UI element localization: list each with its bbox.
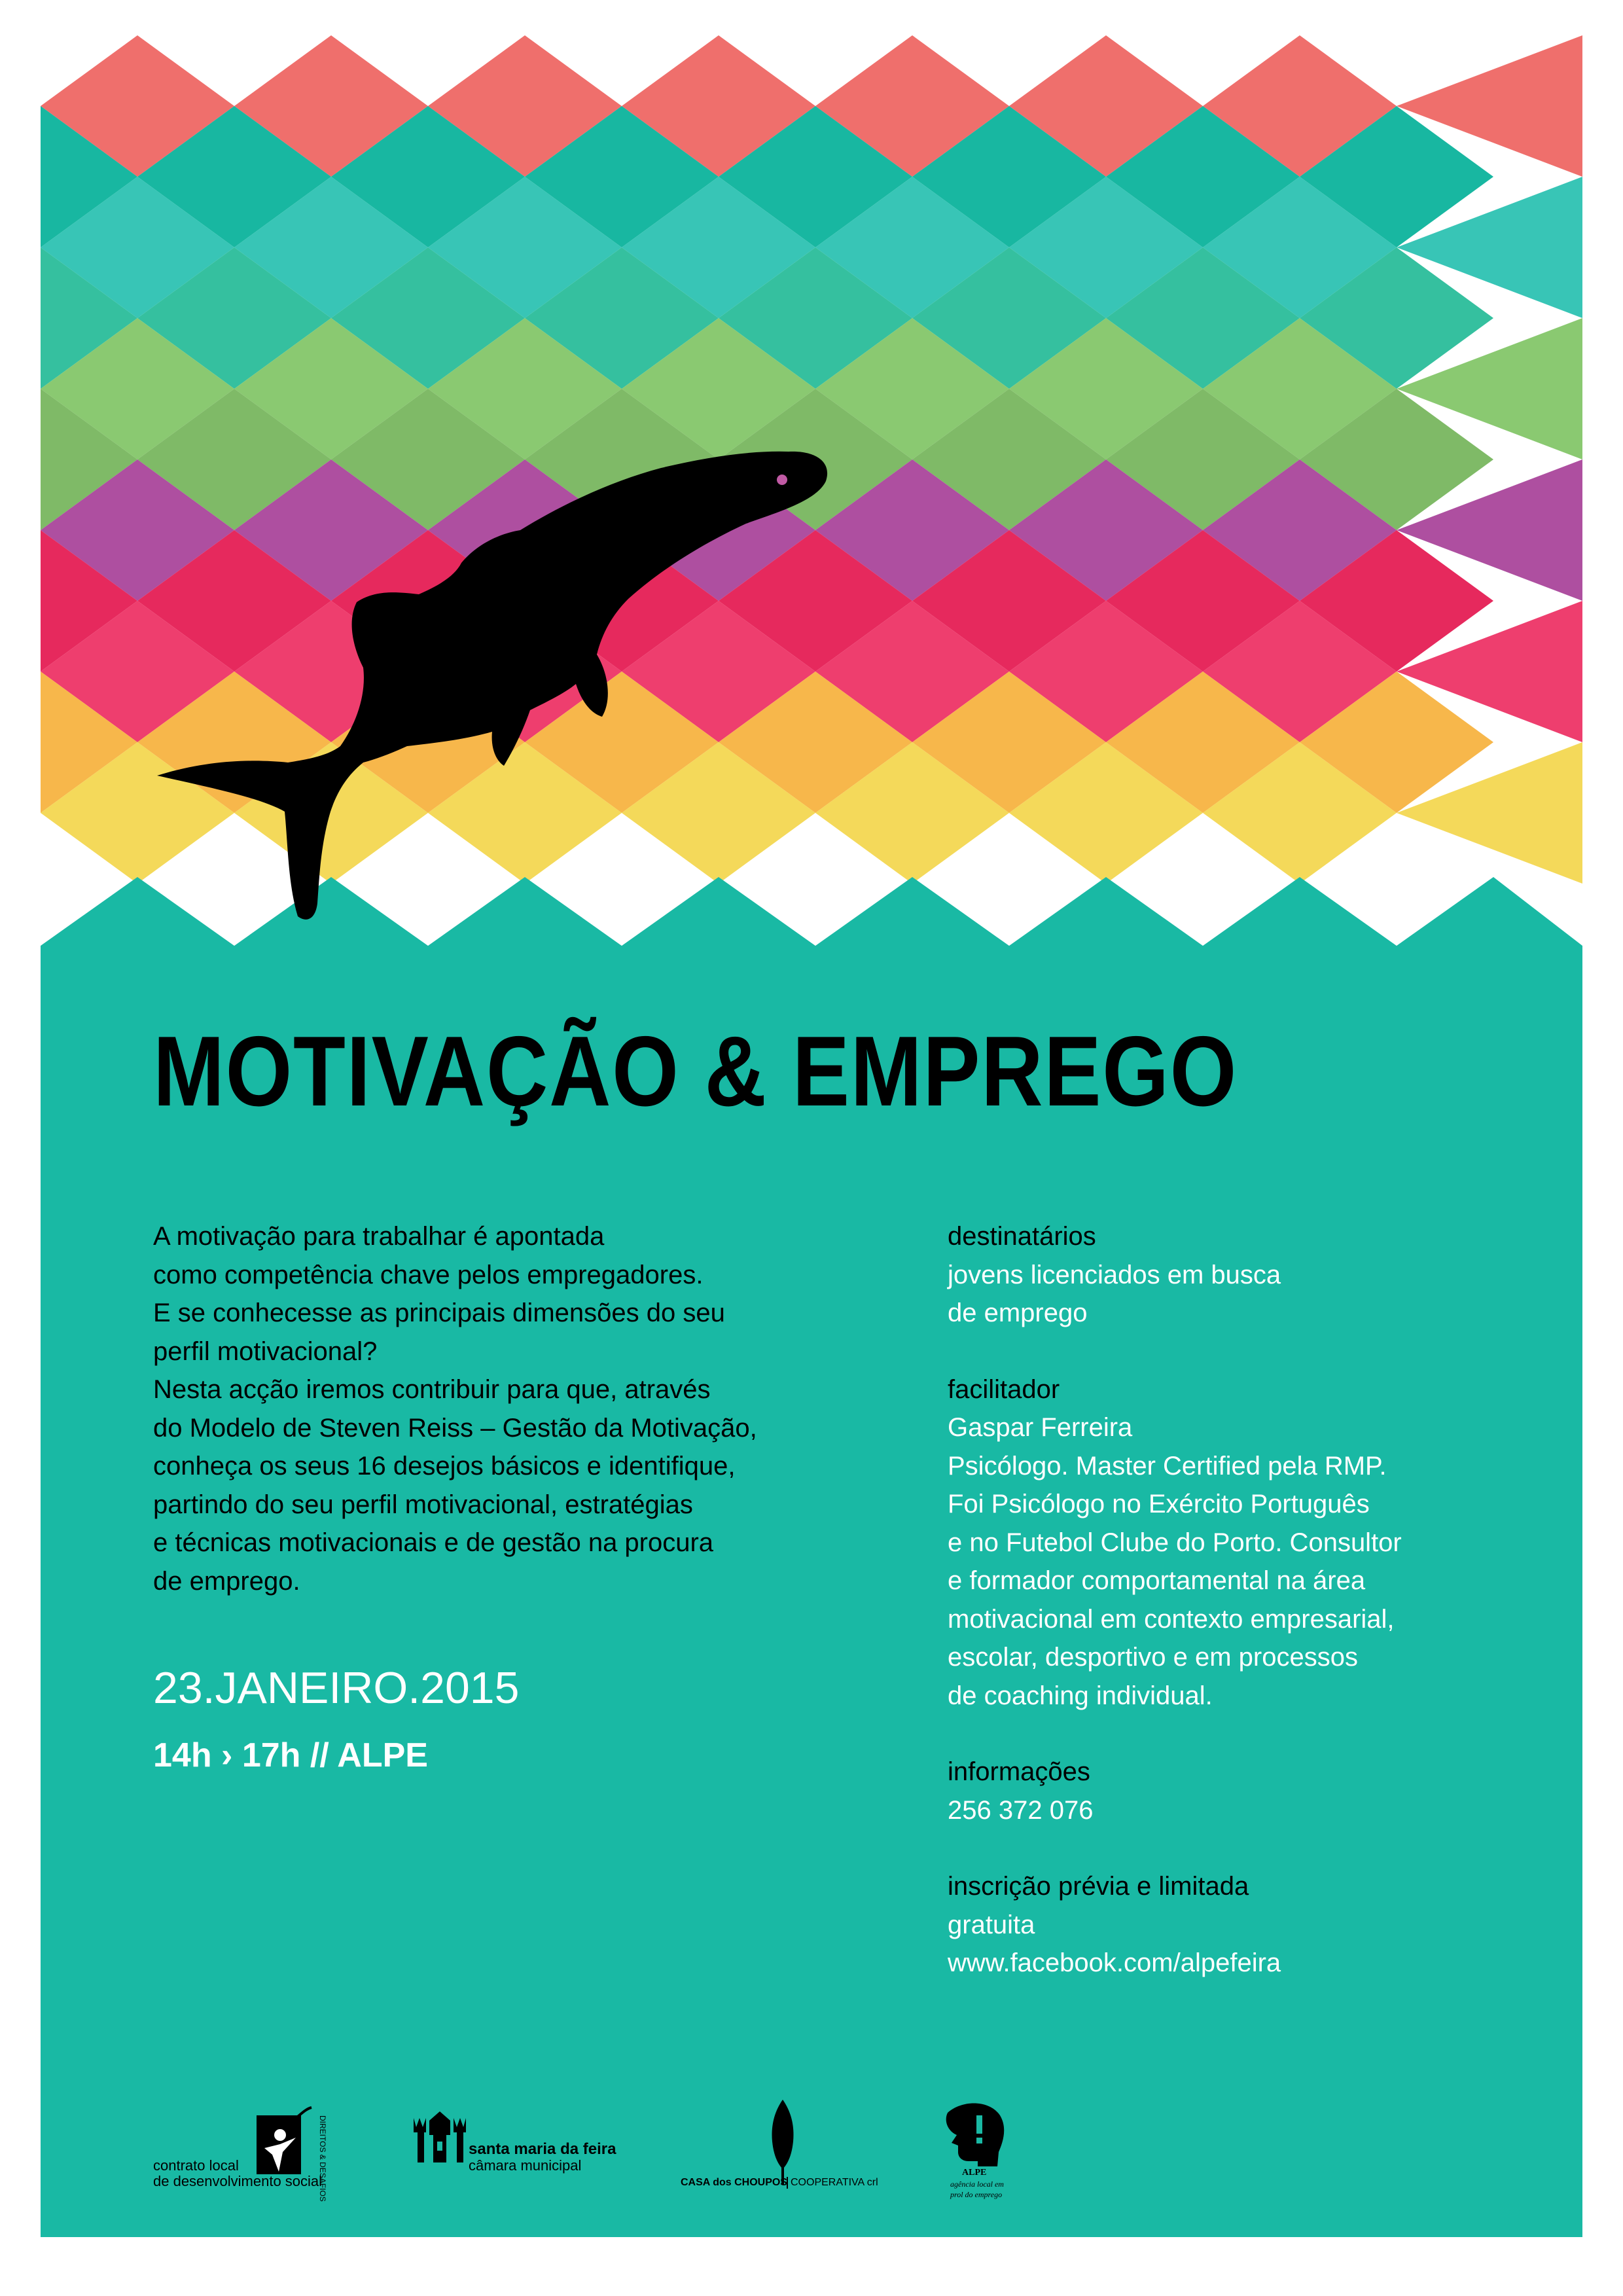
destinatarios-line: jovens licenciados em busca	[948, 1260, 1281, 1289]
alpe-name: ALPE	[962, 2168, 987, 2178]
intro-line: conheça os seus 16 desejos básicos e identifique,	[153, 1452, 736, 1480]
event-date: 23.JANEIRO.2015	[153, 1663, 520, 1713]
intro-line: perfil motivacional?	[153, 1336, 378, 1366]
facilitador-bio-line: Psicólogo. Master Certified pela RMP.	[948, 1451, 1387, 1480]
event-time-place: 14h › 17h // ALPE	[153, 1736, 428, 1774]
intro-paragraph	[153, 1217, 873, 1600]
choupos-suffix: COOPERATIVA crl	[787, 2177, 878, 2189]
destinatarios-line: de emprego	[948, 1299, 1088, 1327]
clds-vertical-text: DIREITOS & DESAFIOS	[318, 2115, 327, 2202]
destinatarios-label: destinatários	[948, 1222, 1096, 1251]
clds-text-line1: contrato local	[153, 2157, 239, 2174]
facilitador-bio-line: de coaching individual.	[948, 1681, 1213, 1710]
intro-line: do Modelo de Steven Reiss – Gestão da Motivação,	[153, 1413, 757, 1443]
choupos-name: CASA dos CHOUPOS	[681, 2177, 787, 2188]
facilitador-bio-line: escolar, desportivo e em processos	[948, 1643, 1358, 1672]
info-column	[948, 1217, 1537, 1982]
smf-text-line1: santa maria da feira	[469, 2140, 616, 2158]
facilitador-label: facilitador	[948, 1374, 1060, 1404]
gratuita-text: gratuita	[948, 1910, 1035, 1939]
intro-line: como competência chave pelos empregadores.	[153, 1260, 704, 1289]
inscricao-label: inscrição prévia e limitada	[948, 1872, 1249, 1901]
informacoes-label: informações	[948, 1757, 1090, 1786]
intro-line: A motivação para trabalhar é apontada	[153, 1222, 605, 1251]
intro-line: Nesta acção iremos contribuir para que, através	[153, 1375, 711, 1404]
website-link[interactable]: www.facebook.com/alpefeira	[948, 1948, 1281, 1977]
intro-line: partindo do seu perfil motivacional, estratégias	[153, 1490, 693, 1519]
poster-title: MOTIVAÇÃO & EMPREGO	[153, 1016, 1238, 1127]
alpe-tagline-line2: prol do emprego	[950, 2190, 1003, 2199]
facilitador-bio-line: Foi Psicólogo no Exército Português	[948, 1490, 1370, 1518]
facilitador-bio-line: e formador comportamental na área	[948, 1566, 1366, 1595]
intro-line: de emprego.	[153, 1566, 300, 1596]
intro-line: e técnicas motivacionais e de gestão na procura	[153, 1528, 714, 1557]
intro-line: E se conhecesse as principais dimensões do seu	[153, 1299, 725, 1327]
phone-number: 256 372 076	[948, 1795, 1094, 1825]
clds-text-line2: de desenvolvimento social	[153, 2173, 323, 2189]
facilitador-name: Gaspar Ferreira	[948, 1413, 1133, 1442]
alpe-tagline-line1: agência local em	[950, 2179, 1004, 2189]
smf-text-line2: câmara municipal	[469, 2157, 582, 2174]
facilitador-bio-line: motivacional em contexto empresarial,	[948, 1604, 1395, 1634]
facilitador-bio-line: e no Futebol Clube do Porto. Consultor	[948, 1528, 1402, 1557]
